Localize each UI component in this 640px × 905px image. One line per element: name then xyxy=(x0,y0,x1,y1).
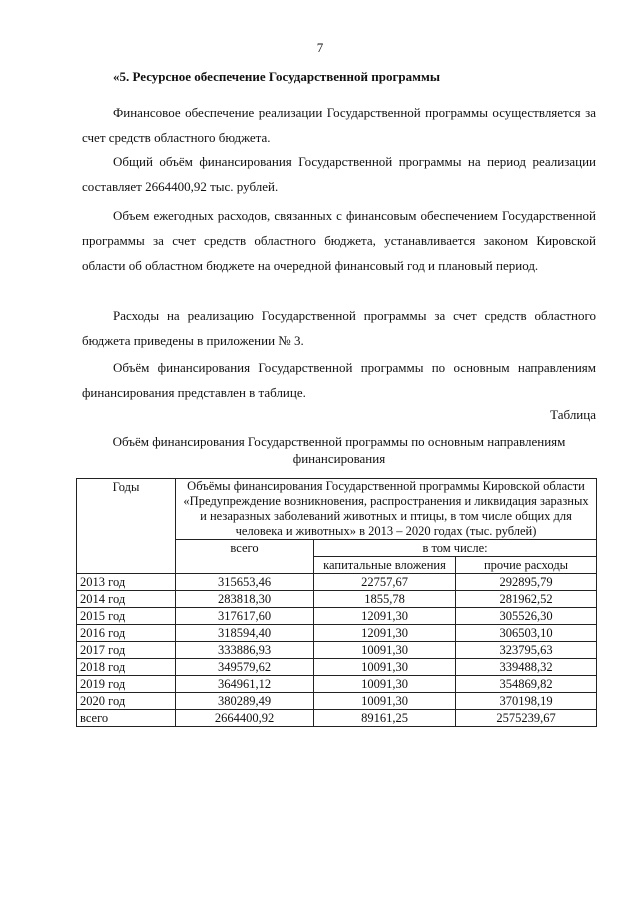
year-cell: 2018 год xyxy=(77,659,176,676)
other-cell: 305526,30 xyxy=(456,608,597,625)
header-years: Годы xyxy=(77,479,176,574)
year-cell: 2020 год xyxy=(77,693,176,710)
capital-cell: 10091,30 xyxy=(314,676,456,693)
table-row xyxy=(77,659,597,676)
header-capital: капитальные вложения xyxy=(314,557,456,574)
table-label: Таблица xyxy=(550,407,596,422)
year-cell: 2019 год xyxy=(77,676,176,693)
header-other: прочие расходы xyxy=(456,557,597,574)
other-cell: 354869,82 xyxy=(456,676,597,693)
year-cell: 2014 год xyxy=(77,591,176,608)
other-cell: 370198,19 xyxy=(456,693,597,710)
capital-cell: 10091,30 xyxy=(314,693,456,710)
year-cell: всего xyxy=(77,710,176,727)
table-row xyxy=(77,676,597,693)
capital-cell: 10091,30 xyxy=(314,659,456,676)
year-cell: 2013 год xyxy=(77,574,176,591)
total-cell: 364961,12 xyxy=(176,676,314,693)
table-row xyxy=(77,710,597,727)
section-heading: «5. Ресурсное обеспечение Государственной программы xyxy=(113,69,440,84)
header-including: в том числе: xyxy=(314,540,597,557)
funding-table xyxy=(76,478,597,727)
year-cell: 2017 год xyxy=(77,642,176,659)
capital-cell: 10091,30 xyxy=(314,642,456,659)
year-cell: 2015 год xyxy=(77,608,176,625)
other-cell: 281962,52 xyxy=(456,591,597,608)
year-cell: 2016 год xyxy=(77,625,176,642)
total-cell: 315653,46 xyxy=(176,574,314,591)
capital-cell: 12091,30 xyxy=(314,625,456,642)
table-title: Объём финансирования Государственной программы по основным направлениям финансирования xyxy=(112,434,566,466)
paragraph-funding-source: Финансовое обеспечение реализации Государственной программы осуществляется за счет средств областного бюджета. xyxy=(82,105,596,145)
total-cell: 349579,62 xyxy=(176,659,314,676)
paragraph-appendix-reference: Расходы на реализацию Государственной программы за счет средств областного бюджета приведены в приложении № 3. xyxy=(82,308,596,348)
other-cell: 323795,63 xyxy=(456,642,597,659)
other-cell: 2575239,67 xyxy=(456,710,597,727)
capital-cell: 22757,67 xyxy=(314,574,456,591)
table-row xyxy=(77,608,597,625)
other-cell: 292895,79 xyxy=(456,574,597,591)
paragraph-annual-expenses: Объем ежегодных расходов, связанных с финансовым обеспечением Государственной программы за счет средств областного бюджета, устанавливается законом Кировской области об областном бюджете на очередной финансовый год и плановый период. xyxy=(82,208,596,273)
total-cell: 317617,60 xyxy=(176,608,314,625)
total-cell: 318594,40 xyxy=(176,625,314,642)
header-main: Объёмы финансирования Государственной программы Кировской области «Предупреждение возникновения, распространения и ликвидация заразных и незаразных заболеваний животных и птицы, в том числе общих для человека и животных» в 2013 – 2020 годах (тыс. рублей) xyxy=(176,479,597,540)
paragraph-total-volume: Общий объём финансирования Государственной программы на период реализации составляет 2664400,92 тыс. рублей. xyxy=(82,154,596,194)
capital-cell: 89161,25 xyxy=(314,710,456,727)
total-cell: 283818,30 xyxy=(176,591,314,608)
table-header-row xyxy=(77,479,597,540)
capital-cell: 1855,78 xyxy=(314,591,456,608)
total-cell: 2664400,92 xyxy=(176,710,314,727)
table-row xyxy=(77,591,597,608)
header-total: всего xyxy=(176,540,314,574)
other-cell: 306503,10 xyxy=(456,625,597,642)
table-row xyxy=(77,625,597,642)
page-number: 7 xyxy=(316,40,324,55)
total-cell: 333886,93 xyxy=(176,642,314,659)
table-row xyxy=(77,642,597,659)
total-cell: 380289,49 xyxy=(176,693,314,710)
table-row xyxy=(77,693,597,710)
other-cell: 339488,32 xyxy=(456,659,597,676)
capital-cell: 12091,30 xyxy=(314,608,456,625)
paragraph-table-intro: Объём финансирования Государственной программы по основным направлениям финансирования представлен в таблице. xyxy=(82,360,596,400)
table-row xyxy=(77,574,597,591)
